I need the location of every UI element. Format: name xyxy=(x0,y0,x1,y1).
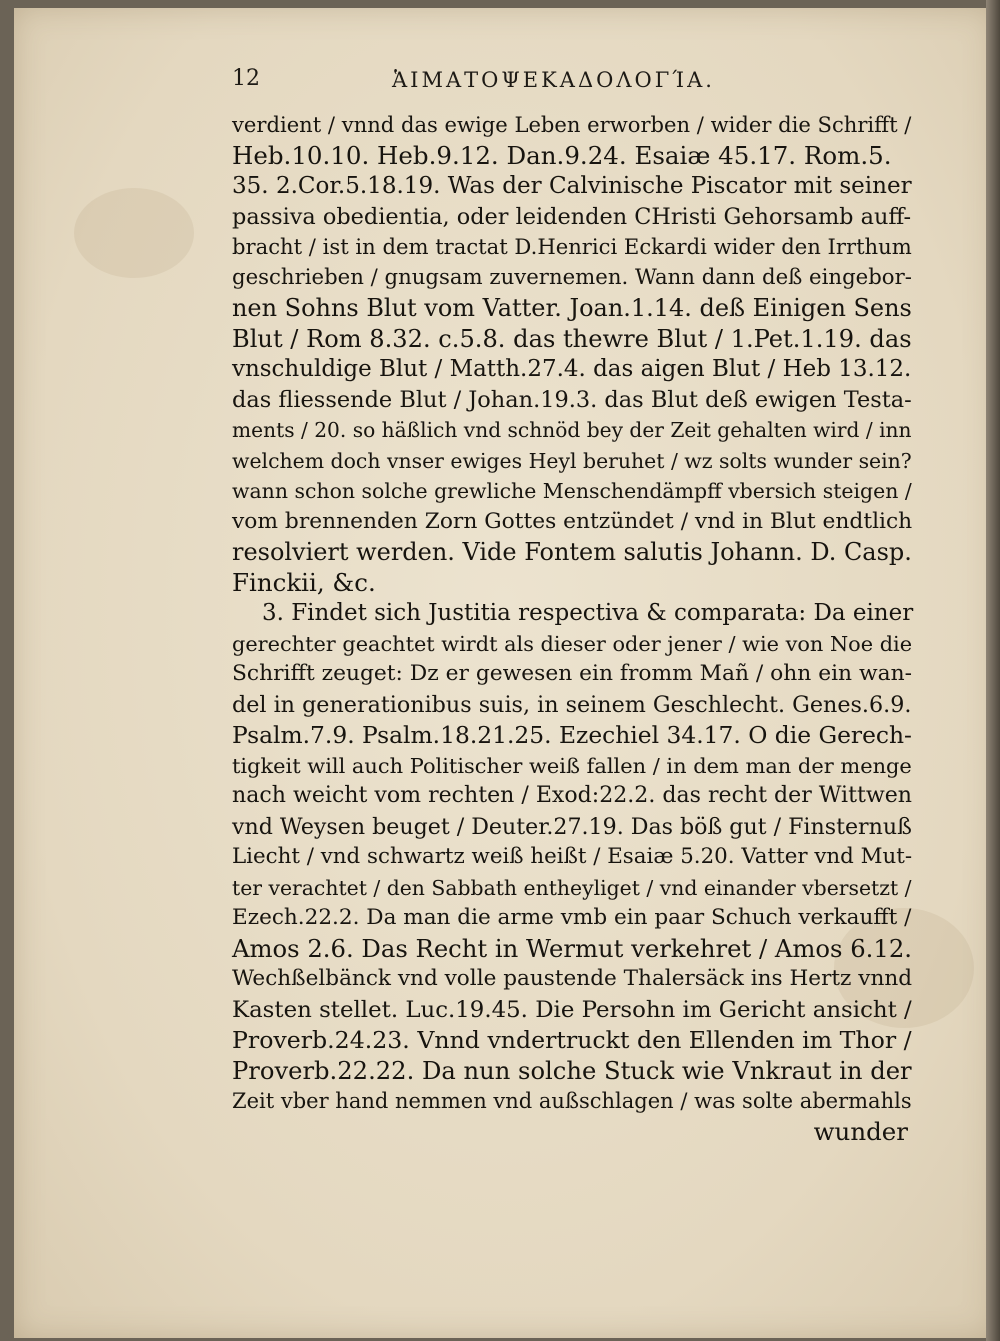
text-line: Kasten stellet. Luc.19.45. Die Persohn im Gericht ansicht / xyxy=(232,996,912,1023)
catchword: wunder xyxy=(813,1116,908,1146)
text-line: Proverb.24.23. Vnnd vndertruckt den Ellenden im Thor / xyxy=(232,1026,912,1054)
text-line: 35. 2.Cor.5.18.19. Was der Calvinische Piscator mit seiner xyxy=(232,173,912,199)
text-line: resolviert werden. Vide Fontem salutis Johann. D. Casp. xyxy=(232,538,912,566)
text-line: Wechßelbänck vnd volle paustende Thalersäck ins Hertz vnnd xyxy=(232,966,913,991)
text-line: gerechter geachtet wirdt als dieser oder jener / wie von Noe die xyxy=(232,631,913,656)
text-line: Heb.10.10. Heb.9.12. Dan.9.24. Esaiæ 45.17. Rom.5. xyxy=(232,140,892,170)
text-line: Ezech.22.2. Da man die arme vmb ein paar Schuch verkaufft / xyxy=(232,905,912,930)
text-line: nen Sohns Blut vom Vatter. Joan.1.14. deß Einigen Sens xyxy=(232,294,912,322)
text-line: geschrieben / gnugsam zuvernemen. Wann dann deß eingebor- xyxy=(232,264,912,290)
text-line: verdient / vnnd das ewige Leben erworben / wider die Schrifft / xyxy=(232,112,912,137)
text-line: del in generationibus suis, in seinem Geschlecht. Genes.6.9. xyxy=(232,691,912,718)
text-line: Amos 2.6. Das Recht in Wermut verkehret / Amos 6.12. xyxy=(232,933,913,963)
text-line: passiva obedientia, oder leidenden CHristi Gehorsamb auff- xyxy=(232,203,912,230)
text-line: Zeit vber hand nemmen vnd außschlagen / was solte abermahls xyxy=(232,1088,912,1113)
paragraph-start-line: 3. Findet sich Justitia respectiva & comparata: Da einer xyxy=(262,600,914,626)
page-number: 12 xyxy=(232,66,260,91)
text-line: vom brennenden Zorn Gottes entzündet / vnd in Blut endtlich xyxy=(232,508,913,534)
text-line: Schrifft zeuget: Dz er gewesen ein fromm Mañ / ohn ein wan- xyxy=(232,661,912,686)
text-line: Proverb.22.22. Da nun solche Stuck wie Vnkraut in der xyxy=(232,1056,912,1085)
text-line: ter verachtet / den Sabbath entheyliget / vnd einander vbersetzt / xyxy=(232,875,912,900)
text-line: Psalm.7.9. Psalm.18.21.25. Ezechiel 34.17. O die Gerech- xyxy=(232,721,912,749)
paper-stain xyxy=(74,188,194,278)
text-line: vnd Weysen beuget / Deuter.27.19. Das böß gut / Finsternuß xyxy=(232,813,912,840)
text-block xyxy=(232,110,912,1147)
text-line: welchem doch vnser ewiges Heyl beruhet / wz solts wunder sein? xyxy=(232,448,912,473)
text-line: nach weicht vom rechten / Exod:22.2. das recht der Wittwen xyxy=(232,783,912,808)
text-line: das fliessende Blut / Johan.19.3. das Blut deß ewigen Testa- xyxy=(232,386,912,413)
book-gutter xyxy=(986,0,1000,1341)
text-line: ments / 20. so häßlich vnd schnöd bey der Zeit gehalten wird / inn xyxy=(232,418,912,442)
text-line: Liecht / vnd schwartz weiß heißt / Esaiæ 5.20. Vatter vnd Mut- xyxy=(232,844,913,869)
text-line: tigkeit will auch Politischer weiß fallen / in dem man der menge xyxy=(232,753,912,778)
text-line: bracht / ist in dem tractat D.Henrici Eckardi wider den Irrthum xyxy=(232,234,912,259)
text-line: wann schon solche grewliche Menschendämpff vbersich steigen / xyxy=(232,479,912,503)
text-line: Finckii, &c. xyxy=(232,567,376,597)
text-line: Blut / Rom 8.32. c.5.8. das thewre Blut / 1.Pet.1.19. das xyxy=(232,324,912,353)
page-header xyxy=(232,66,852,102)
text-line: vnschuldige Blut / Matth.27.4. das aigen Blut / Heb 13.12. xyxy=(232,356,912,382)
running-title: ἉΙΜΑΤΟΨΕΚΑΔΟΛΟΓΊΑ. xyxy=(392,68,715,92)
